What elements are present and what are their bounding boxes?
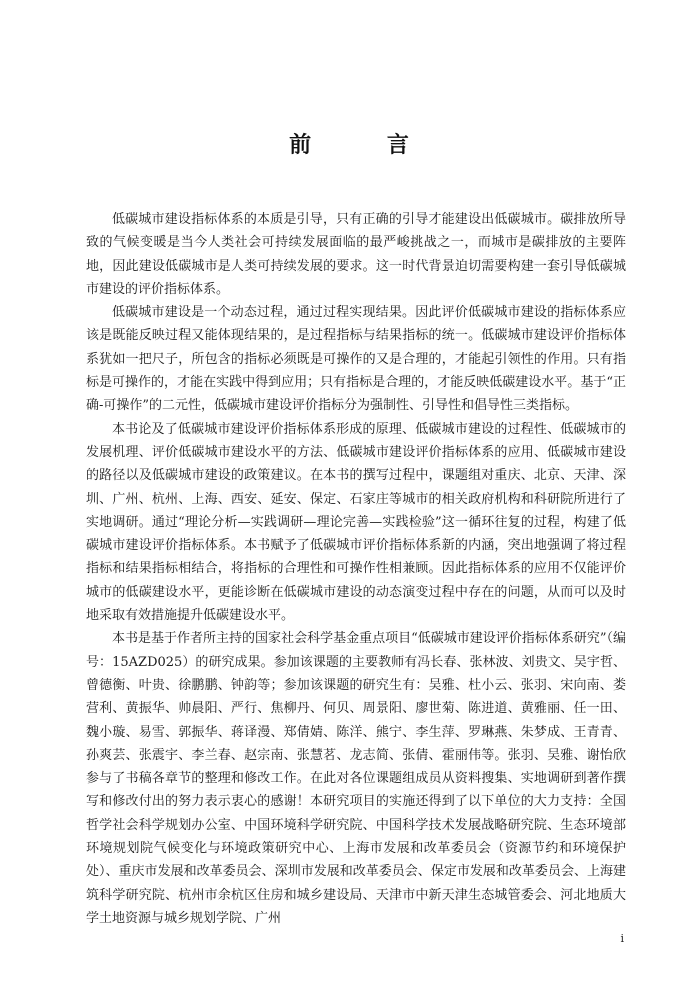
paragraph: 低碳城市建设指标体系的本质是引导，只有正确的引导才能建设出低碳城市。碳排放所导致的气候变暖是当今人类社会可持续发展面临的最严峻挑战之一，而城市是碳排放的主要阵地，因此建设低碳城市是人类可持续发展的要求。这一时代背景迫切需要构建一套引导低碳城市建设的评价指标体系。 — [86, 212, 626, 297]
body-text — [86, 208, 626, 930]
paragraph: 本书论及了低碳城市建设评价指标体系形成的原理、低碳城市建设的过程性、低碳城市的发展机理、评价低碳城市建设水平的方法、低碳城市建设评价指标体系的应用、低碳城市建设的路径以及低碳城市建设的政策建议。在本书的撰写过程中，课题组对重庆、北京、天津、深圳、广州、杭州、上海、西安、延安、保定、石家庄等城市的相关政府机构和科研院所进行了实地调研。通过“理论分析—实践调研—理论完善—实践检验”这一循环往复的过程，构建了低碳城市建设评价指标体系。本书赋予了低碳城市评价指标体系新的内涵，突出地强调了将过程指标和结果指标相结合，将指标的合理性和可操作性相兼顾。因此指标体系的应用不仅能评价城市的低碳建设水平，更能诊断在低碳城市建设的动态演变过程中存在的问题，从而可以及时地采取有效措施提升低碳建设水平。 — [86, 421, 626, 624]
paragraph: 低碳城市建设是一个动态过程，通过过程实现结果。因此评价低碳城市建设的指标体系应该是既能反映过程又能体现结果的，是过程指标与结果指标的统一。低碳城市建设评价指标体系犹如一把尺子，所包含的指标必须既是可操作的又是合理的，才能起引领性的作用。只有指标是可操作的，才能在实践中得到应用；只有指标是合理的，才能反映低碳建设水平。基于“正确-可操作”的二元性，低碳城市建设评价指标分为强制性、引导性和倡导性三类指标。 — [86, 305, 626, 414]
paragraph: 本书是基于作者所主持的国家社会科学基金重点项目“低碳城市建设评价指标体系研究”（编号：15AZD025）的研究成果。参加该课题的主要教师有冯长春、张林波、刘贵文、吴宇哲、曾德衡、叶贵、徐鹏鹏、钟韵等；参加该课题的研究生有：吴雅、杜小云、张羽、宋向南、娄营利、黄振华、帅晨阳、严行、焦柳丹、何贝、周景阳、廖世菊、陈进道、黄雅丽、任一田、魏小璇、易雪、郭振华、蒋译漫、郑倩婧、陈洋、熊宁、李生萍、罗琳燕、朱梦成、王青青、孙爽芸、张震宇、李兰春、赵宗南、张慧茗、龙志简、张倩、霍丽伟等。张羽、吴雅、谢怡欣参与了书稿各章节的整理和修改工作。在此对各位课题组成员从资料搜集、实地调研到著作撰写和修改付出的努力表示衷心的感谢！本研究项目的实施还得到了以下单位的大力支持：全国哲学社会科学规划办公室、中国环境科学研究院、中国科学技术发展战略研究院、生态环境部环境规划院气候变化与环境政策研究中心、上海市发展和改革委员会（资源节约和环境保护处）、重庆市发展和改革委员会、深圳市发展和改革委员会、保定市发展和改革委员会、上海建筑科学研究院、杭州市余杭区住房和城乡建设局、天津市中新天津生态城管委会、河北地质大学土地资源与城乡规划学院、广州 — [86, 631, 626, 926]
page-title: 前 言 — [289, 132, 443, 158]
page-number: i — [620, 932, 624, 945]
